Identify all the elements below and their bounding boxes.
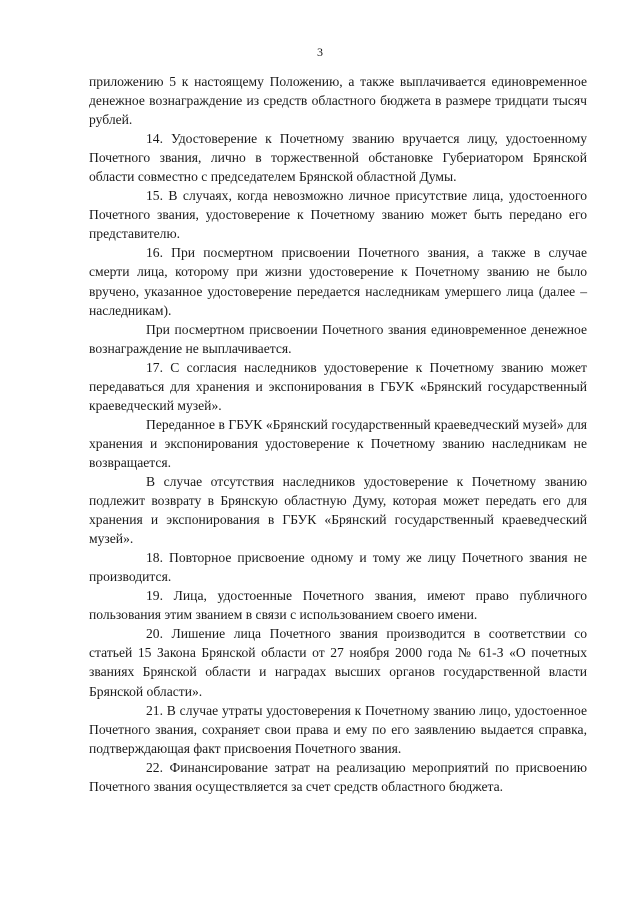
paragraph-17: 17. С согласия наследников удостоверение к Почетному званию может передаваться для хранения и экспонирования в ГБУК «Брянский государственный краеведческий музей». — [89, 359, 587, 413]
paragraph-22: 22. Финансирование затрат на реализацию мероприятий по присвоению Почетного звания осуществляется за счет средств областного бюджета. — [89, 759, 587, 794]
paragraph-17-no-heirs: В случае отсутствия наследников удостоверение к Почетному званию подлежит возврату в Брянскую областную Думу, которая может передать его для хранения и экспонирования в ГБУК «Брянский государственный краеведческий музей». — [89, 473, 587, 547]
paragraph-16-note: При посмертном присвоении Почетного звания единовременное денежное вознаграждение не выплачивается. — [89, 321, 587, 356]
document-body — [89, 72, 587, 796]
paragraph-21: 21. В случае утраты удостоверения к Почетному званию лицо, удостоенное Почетного звания, сохраняет свои права и ему по его заявлению выдается справка, подтверждающая факт присвоения Почетного звания. — [89, 702, 587, 756]
paragraph-15: 15. В случаях, когда невозможно личное присутствие лица, удостоенного Почетного звания, удостоверение к Почетному званию может быть передано его представителю. — [89, 188, 587, 242]
paragraph-continuation: приложению 5 к настоящему Положению, а также выплачивается единовременное денежное вознаграждение из средств областного бюджета в размере тридцати тысяч рублей. — [89, 74, 587, 128]
paragraph-16: 16. При посмертном присвоении Почетного звания, а также в случае смерти лица, которому при жизни удостоверение к Почетному званию не было вручено, указанное удостоверение передается наследникам умершего лица (далее – наследникам). — [89, 245, 587, 318]
page-number: 3 — [317, 45, 323, 59]
paragraph-19: 19. Лица, удостоенные Почетного звания, имеют право публичного пользования этим званием в связи с использованием своего имени. — [89, 588, 587, 623]
paragraph-17-transfer: Переданное в ГБУК «Брянский государственный краеведческий музей» для хранения и экспонирования удостоверение к Почетному званию наследникам не возвращается. — [89, 416, 587, 470]
paragraph-14: 14. Удостоверение к Почетному званию вручается лицу, удостоенному Почетного звания, лично в торжественной обстановке Губериатором Брянской области совместно с председателем Брянской областной Думы. — [89, 131, 587, 185]
paragraph-18: 18. Повторное присвоение одному и тому же лицу Почетного звания не производится. — [89, 550, 587, 585]
paragraph-20: 20. Лишение лица Почетного звания производится в соответствии со статьей 15 Закона Брянской области от 27 ноября 2000 года № 61-З «О почетных званиях Брянской области и наградах высших органов государственной власти Брянской области». — [89, 626, 587, 699]
